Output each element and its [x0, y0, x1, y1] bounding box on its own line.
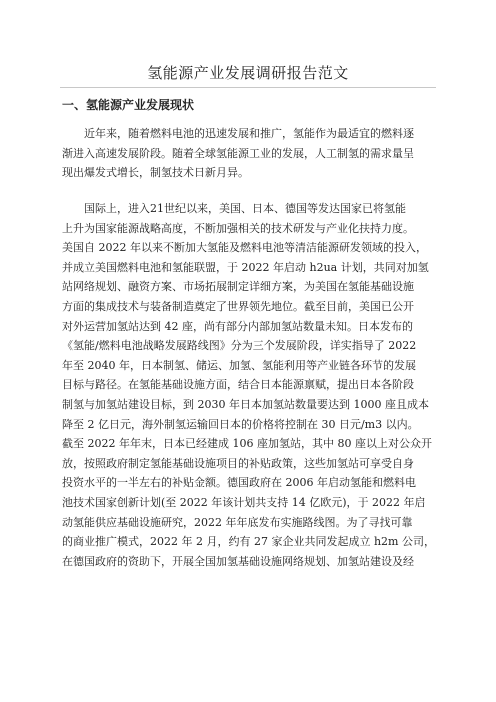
paragraph-line: 制氢与加氢站建设目标，到 2030 年日本加氢站数量要达到 1000 座且成本: [62, 397, 429, 411]
paragraph-line: 方面的集成技术与装备制造奠定了世界领先地位。截至目前，美国已公开: [62, 299, 414, 313]
paragraph-line: 降至 2 亿日元，海外制氢运输回日本的价格将控制在 30 日元/m3 以内。: [62, 417, 419, 431]
paragraph-line: 站网络规划、融资方案、市场拓展制定详细方案，为美国在氢能基础设施: [62, 280, 414, 294]
paragraph-line: 年至 2040 年，日本制氢、储运、加氢、氢能利用等产业链各环节的发展: [62, 358, 416, 372]
paragraph-line: 动氢能供应基础设施研究，2022 年年底发布实施路线图。为了寻找可靠: [62, 515, 413, 529]
title-divider: [60, 87, 436, 88]
paragraph-line: 对外运营加氢站达到 42 座，尚有部分内部加氢站数量未知。日本发布的: [62, 319, 413, 333]
paragraph-line: 渐进入高速发展阶段。随着全球氢能源工业的发展，人工制氢的需求量呈: [62, 146, 414, 160]
paragraph-line: 近年来，随着燃料电池的迅速发展和推广，氢能作为最适宜的燃料逐: [84, 127, 414, 140]
paragraph-line: 投资水平的一半左右的补贴金额。德国政府在 2006 年启动氢能和燃料电: [62, 476, 416, 490]
paragraph-line: 的商业推广模式，2022 年 2 月，约有 27 家企业共同发起成立 h2m 公司，: [62, 535, 435, 549]
paragraph-2: [62, 199, 434, 571]
paragraph-line: 《氢能/燃料电池战略发展路线图》分为三个发展阶段，详实指导了 2022: [62, 339, 417, 353]
paragraph-line: 现出爆发式增长，制氢技术日新月异。: [62, 166, 249, 180]
paragraph-line: 在德国政府的资助下，开展全国加氢基础设施网络规划、加氢站建设及经: [62, 554, 414, 568]
paragraph-line: 上升为国家能源战略高度，不断加强相关的技术研发与产业化扶持力度。: [62, 221, 414, 235]
paragraph-line: 并成立美国燃料电池和氢能联盟，于 2022 年启动 h2ua 计划，共同对加氢: [62, 260, 429, 274]
document-title: 氢能源产业发展调研报告范文: [147, 64, 349, 82]
section-heading: 一、氢能源产业发展现状: [62, 98, 195, 112]
paragraph-line: 放，按照政府制定氢能基础设施项目的补贴政策，这些加氢站可享受自身: [62, 456, 414, 470]
paragraph-line: 目标与路径。在氢能基础设施方面，结合日本能源禀赋，提出日本各阶段: [62, 378, 414, 392]
paragraph-line: 国际上，进入21世纪以来，美国、日本、德国等发达国家已将氢能: [84, 202, 406, 215]
paragraph-line: 截至 2022 年年末，日本已经建成 106 座加氢站，其中 80 座以上对公众开: [62, 437, 432, 451]
paragraph-line: 美国自 2022 年以来不断加大氢能及燃料电池等清洁能源研发领域的投入，: [62, 241, 427, 255]
paragraph-1: [62, 124, 434, 183]
paragraph-line: 池技术国家创新计划(至 2022 年该计划共支持 14 亿欧元)，于 2022 年启: [62, 495, 426, 509]
